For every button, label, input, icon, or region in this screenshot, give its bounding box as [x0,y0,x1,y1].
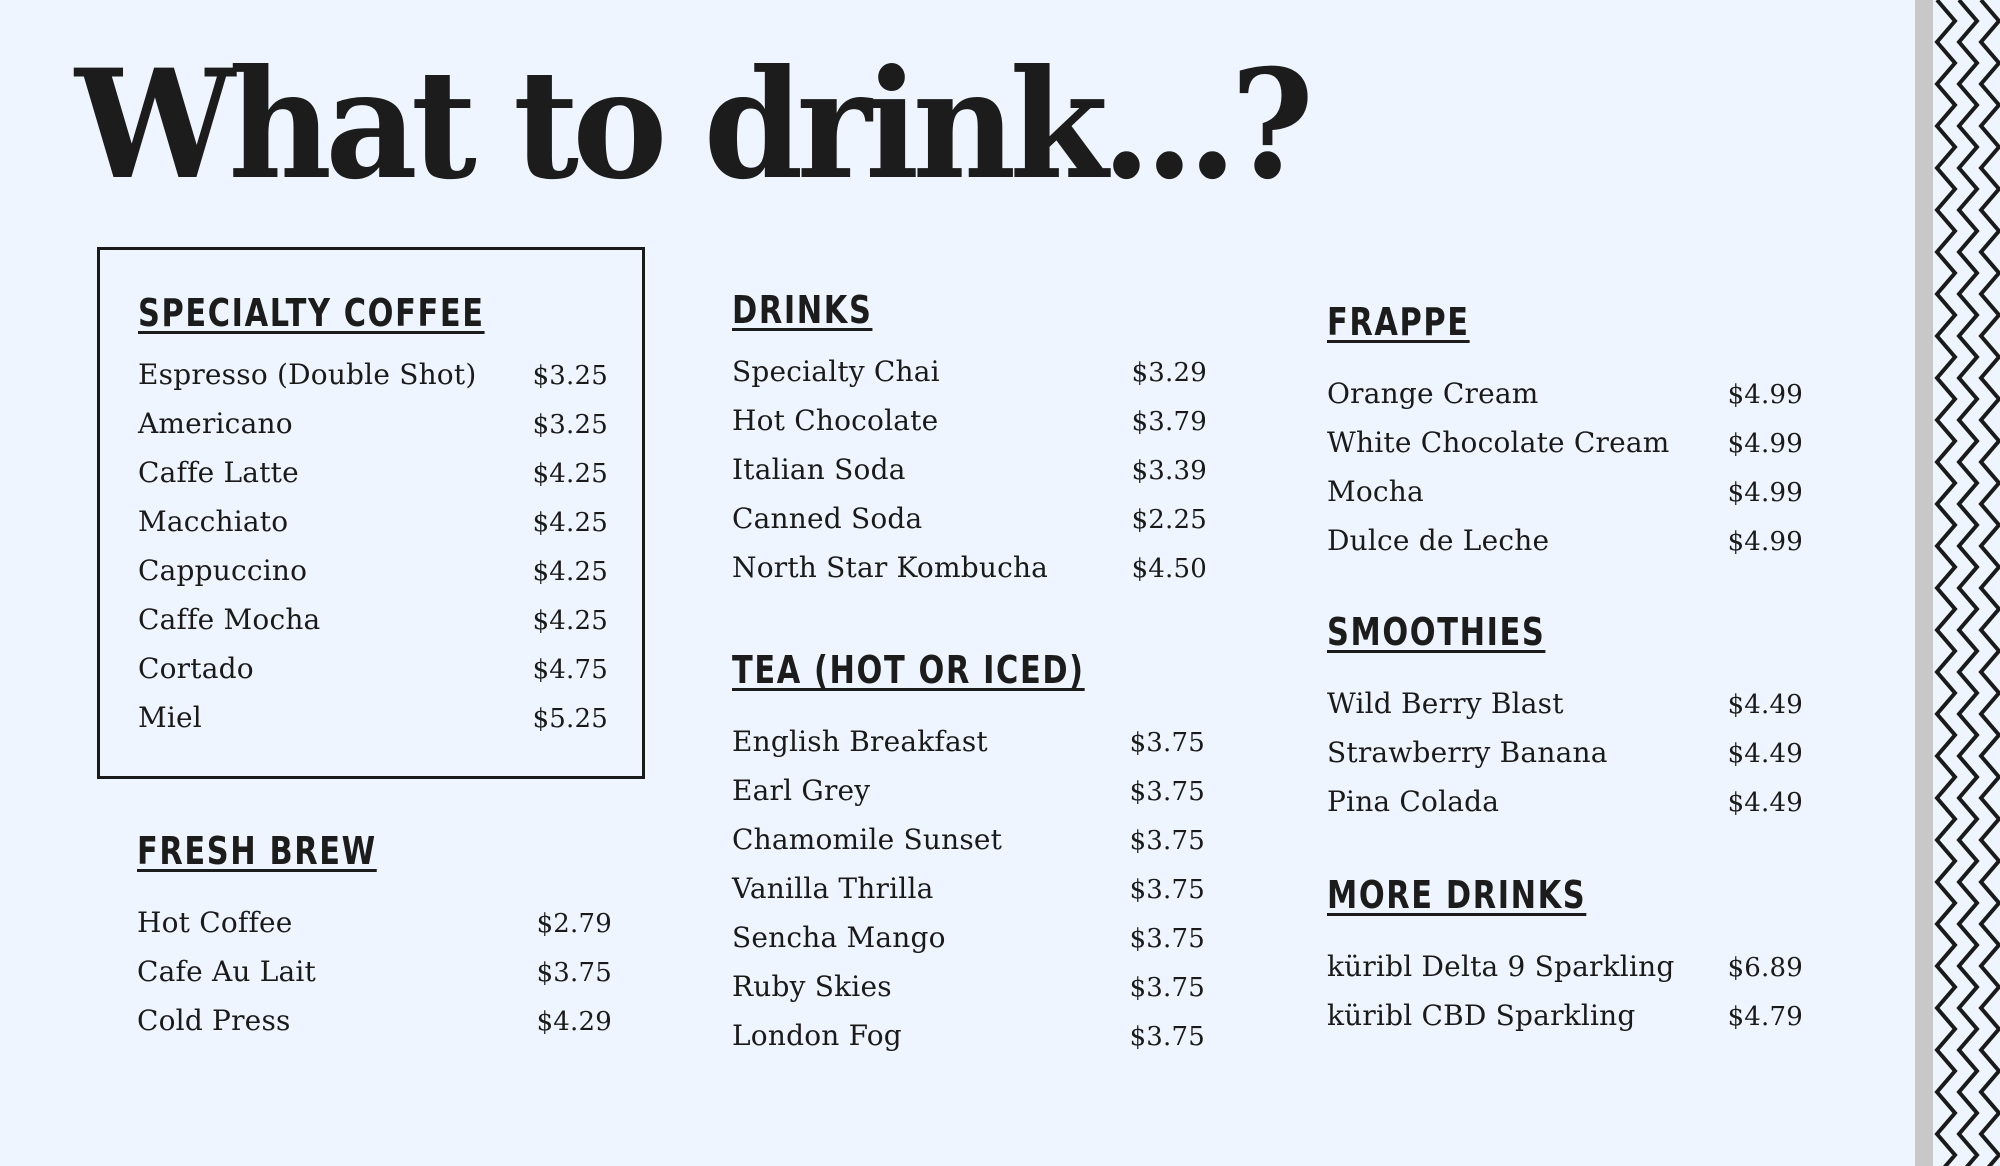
item-name: Ruby Skies [732,970,892,1003]
item-name: Sencha Mango [732,921,946,954]
item-price: $4.99 [1727,527,1803,557]
menu-item [732,921,1205,970]
item-price: $3.75 [1129,826,1205,856]
item-name: North Star Kombucha [732,551,1049,584]
item-price: $4.99 [1727,429,1803,459]
item-price: $3.25 [532,410,608,440]
section-heading: TEA (HOT OR ICED) [732,648,1085,692]
item-name: Vanilla Thrilla [732,872,934,905]
item-price: $4.49 [1727,788,1803,818]
item-name: Italian Soda [732,453,906,486]
item-price: $4.25 [532,508,608,538]
item-price: $3.79 [1131,407,1207,437]
item-price: $2.25 [1131,505,1207,535]
menu-item [1327,950,1803,999]
menu-item [137,1004,612,1053]
menu-item [732,872,1205,921]
item-price: $3.25 [532,361,608,391]
item-price: $3.39 [1131,456,1207,486]
item-name: Chamomile Sunset [732,823,1003,856]
menu-item [1327,475,1803,524]
item-price: $3.75 [1129,875,1205,905]
item-name: White Chocolate Cream [1327,426,1670,459]
item-name: küribl Delta 9 Sparkling [1327,950,1675,983]
item-price: $2.79 [536,909,612,939]
section-fresh-brew [137,826,612,1053]
section-heading: MORE DRINKS [1327,873,1587,917]
item-price: $3.29 [1131,358,1207,388]
zigzag-line [1937,0,1955,1166]
item-name: Hot Coffee [137,906,293,939]
menu-item [137,955,612,1004]
item-name: Cortado [138,652,254,685]
menu-item [732,551,1207,600]
zigzag-pattern [1915,0,2000,1166]
item-name: Caffe Latte [138,456,299,489]
item-price: $5.25 [532,704,608,734]
menu-item [138,554,608,603]
item-price: $4.79 [1727,1002,1803,1032]
item-name: Espresso (Double Shot) [138,358,477,391]
item-price: $6.89 [1727,953,1803,983]
item-name: Specialty Chai [732,355,940,388]
section-more-drinks [1327,870,1803,1048]
section-tea [732,645,1205,1068]
item-name: Canned Soda [732,502,923,535]
menu-item [138,701,608,750]
item-name: Wild Berry Blast [1327,687,1564,720]
menu-item [732,355,1207,404]
menu-item [1327,999,1803,1048]
menu-item [732,453,1207,502]
item-name: Strawberry Banana [1327,736,1608,769]
menu-item [732,970,1205,1019]
section-specialty-coffee [97,247,645,779]
menu-item [1327,736,1803,785]
menu-item [732,1019,1205,1068]
section-heading: SMOOTHIES [1327,610,1546,654]
item-name: Mocha [1327,475,1424,508]
menu-item [1327,524,1803,573]
item-price: $4.29 [536,1007,612,1037]
menu-item [732,823,1205,872]
menu-item [732,404,1207,453]
item-name: Americano [138,407,293,440]
item-price: $4.50 [1131,554,1207,584]
item-price: $4.49 [1727,690,1803,720]
item-name: Macchiato [138,505,289,538]
menu-item [138,407,608,456]
page-title: What to drink...? [75,37,1308,213]
item-name: Orange Cream [1327,377,1539,410]
menu-item [138,456,608,505]
section-heading: DRINKS [732,288,873,332]
item-price: $3.75 [1129,973,1205,1003]
pattern-stripe [1915,0,1933,1166]
item-price: $3.75 [536,958,612,988]
item-list [1327,377,1803,573]
item-price: $3.75 [1129,777,1205,807]
item-name: Cold Press [137,1004,291,1037]
item-price: $4.25 [532,606,608,636]
item-price: $3.75 [1129,1022,1205,1052]
section-smoothies [1327,607,1803,834]
item-list [732,355,1207,600]
menu-item [138,505,608,554]
menu-item [732,502,1207,551]
item-price: $4.25 [532,459,608,489]
menu-item [138,652,608,701]
zigzag-line [1959,0,1977,1166]
item-price: $4.99 [1727,478,1803,508]
item-name: Pina Colada [1327,785,1500,818]
menu-item [138,603,608,652]
item-name: Cafe Au Lait [137,955,316,988]
item-name: Caffe Mocha [138,603,321,636]
item-name: English Breakfast [732,725,988,758]
item-list [138,358,608,750]
item-name: küribl CBD Sparkling [1327,999,1636,1032]
menu-item [1327,426,1803,475]
item-price: $3.75 [1129,728,1205,758]
item-name: Earl Grey [732,774,871,807]
menu-item [138,358,608,407]
item-price: $4.99 [1727,380,1803,410]
section-heading: FRAPPE [1327,300,1470,344]
section-drinks [732,285,1207,600]
item-price: $4.75 [532,655,608,685]
item-list [1327,687,1803,834]
menu-item [1327,785,1803,834]
section-frappe [1327,297,1803,573]
item-name: Hot Chocolate [732,404,939,437]
item-list [732,725,1205,1068]
section-heading: SPECIALTY COFFEE [138,291,485,335]
item-name: Cappuccino [138,554,308,587]
menu-item [732,774,1205,823]
menu-item [732,725,1205,774]
item-name: London Fog [732,1019,902,1052]
menu-item [137,906,612,955]
item-name: Miel [138,701,202,734]
item-price: $4.49 [1727,739,1803,769]
item-name: Dulce de Leche [1327,524,1550,557]
item-price: $4.25 [532,557,608,587]
zigzag-line [1981,0,1999,1166]
menu-item [1327,377,1803,426]
menu-item [1327,687,1803,736]
section-heading: FRESH BREW [137,829,377,873]
item-list [137,906,612,1053]
item-price: $3.75 [1129,924,1205,954]
item-list [1327,950,1803,1048]
